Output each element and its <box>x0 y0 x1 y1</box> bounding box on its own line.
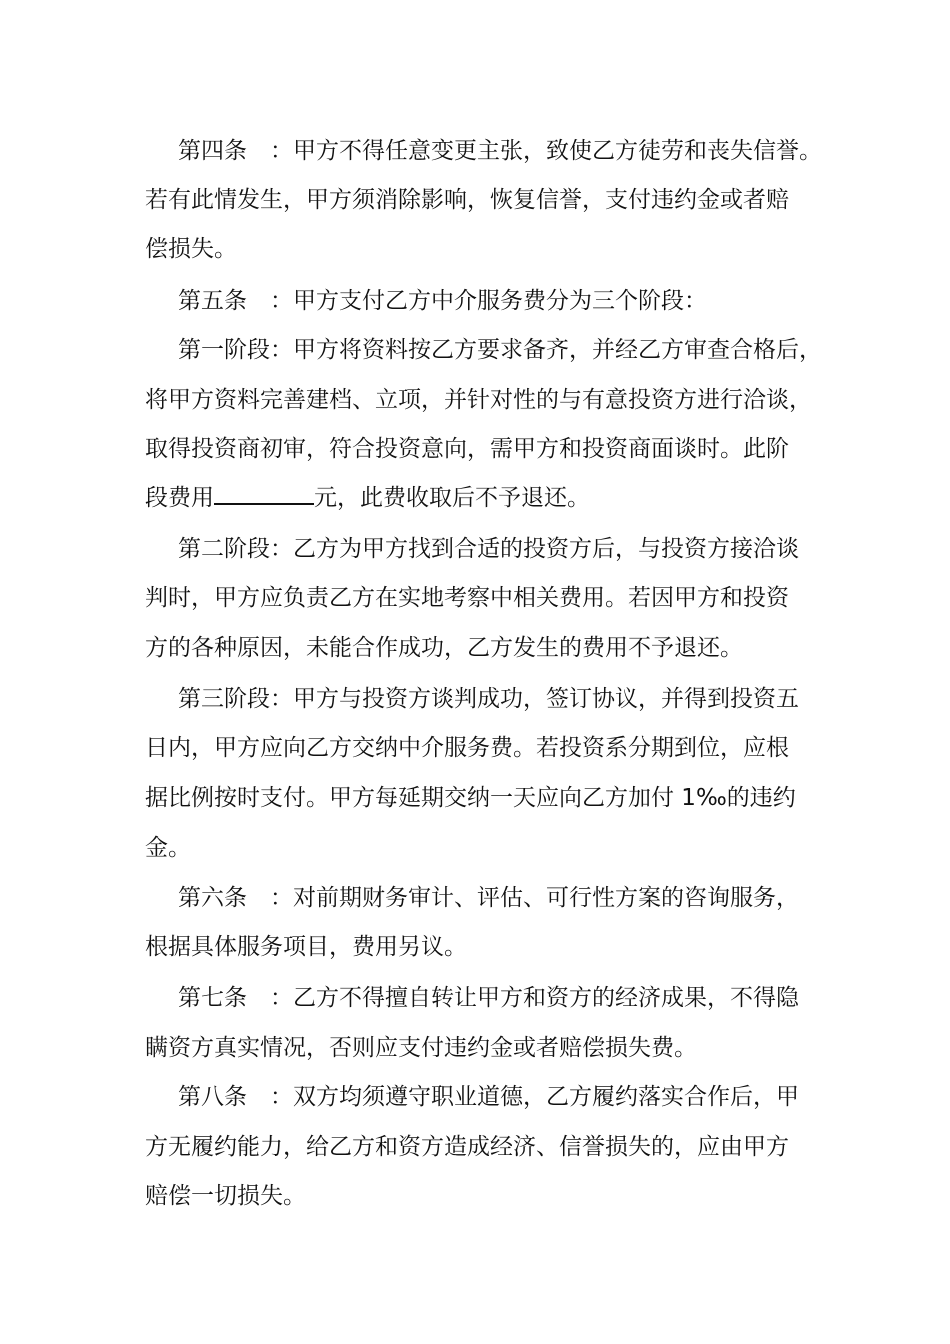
article-7-line-2: 瞒资方真实情况，否则应支付违约金或者赔偿损失费。 <box>145 1035 697 1061</box>
article-6-line-1: 第六条 ：对前期财务审计、评估、可行性方案的咨询服务， <box>178 885 799 911</box>
stage-3-line-1: 第三阶段：甲方与投资方谈判成功，签订协议，并得到投资五 <box>178 686 799 712</box>
article-7-line-1: 第七条 ：乙方不得擅自转让甲方和资方的经济成果，不得隐 <box>178 985 799 1011</box>
article-8-line-1: 第八条 ：双方均须遵守职业道德，乙方履约落实合作后，甲 <box>178 1084 799 1110</box>
fee-note: 元，此费收取后不予退还。 <box>314 485 590 511</box>
stage-3-line-2: 日内，甲方应向乙方交纳中介服务费。若投资系分期到位，应根 <box>145 735 789 761</box>
stage-1-line-3: 取得投资商初审，符合投资意向，需甲方和投资商面谈时。此阶 <box>145 436 789 462</box>
stage-2-line-1: 第二阶段：乙方为甲方找到合适的投资方后，与投资方接洽谈 <box>178 536 799 562</box>
stage-3-line-3: 据比例按时支付。甲方每延期交纳一天应向乙方加付 1‰的违约 <box>145 785 796 811</box>
fee-label: 段费用 <box>145 485 214 511</box>
article-4-line-1: 第四条 ：甲方不得任意变更主张，致使乙方徒劳和丧失信誉。 <box>178 138 822 164</box>
article-4-line-3: 偿损失。 <box>145 236 237 262</box>
article-5-line-1: 第五条 ：甲方支付乙方中介服务费分为三个阶段： <box>178 288 707 314</box>
stage-3-line-4: 金。 <box>145 835 191 861</box>
article-6-line-2: 根据具体服务项目，费用另议。 <box>145 934 467 960</box>
stage-2-line-3: 方的各种原因，未能合作成功，乙方发生的费用不予退还。 <box>145 635 743 661</box>
stage-1-line-1: 第一阶段：甲方将资料按乙方要求备齐，并经乙方审查合格后， <box>178 337 822 363</box>
stage-1-line-2: 将甲方资料完善建档、立项，并针对性的与有意投资方进行洽谈， <box>145 387 812 413</box>
article-8-line-2: 方无履约能力，给乙方和资方造成经济、信誉损失的，应由甲方 <box>145 1134 789 1160</box>
stage-1-line-4 <box>0 483 950 513</box>
stage-2-line-2: 判时，甲方应负责乙方在实地考察中相关费用。若因甲方和投资 <box>145 585 789 611</box>
article-4-line-2: 若有此情发生，甲方须消除影响，恢复信誉，支付违约金或者赔 <box>145 187 789 213</box>
article-8-line-3: 赔偿一切损失。 <box>145 1183 306 1209</box>
fee-amount-blank <box>214 483 314 505</box>
